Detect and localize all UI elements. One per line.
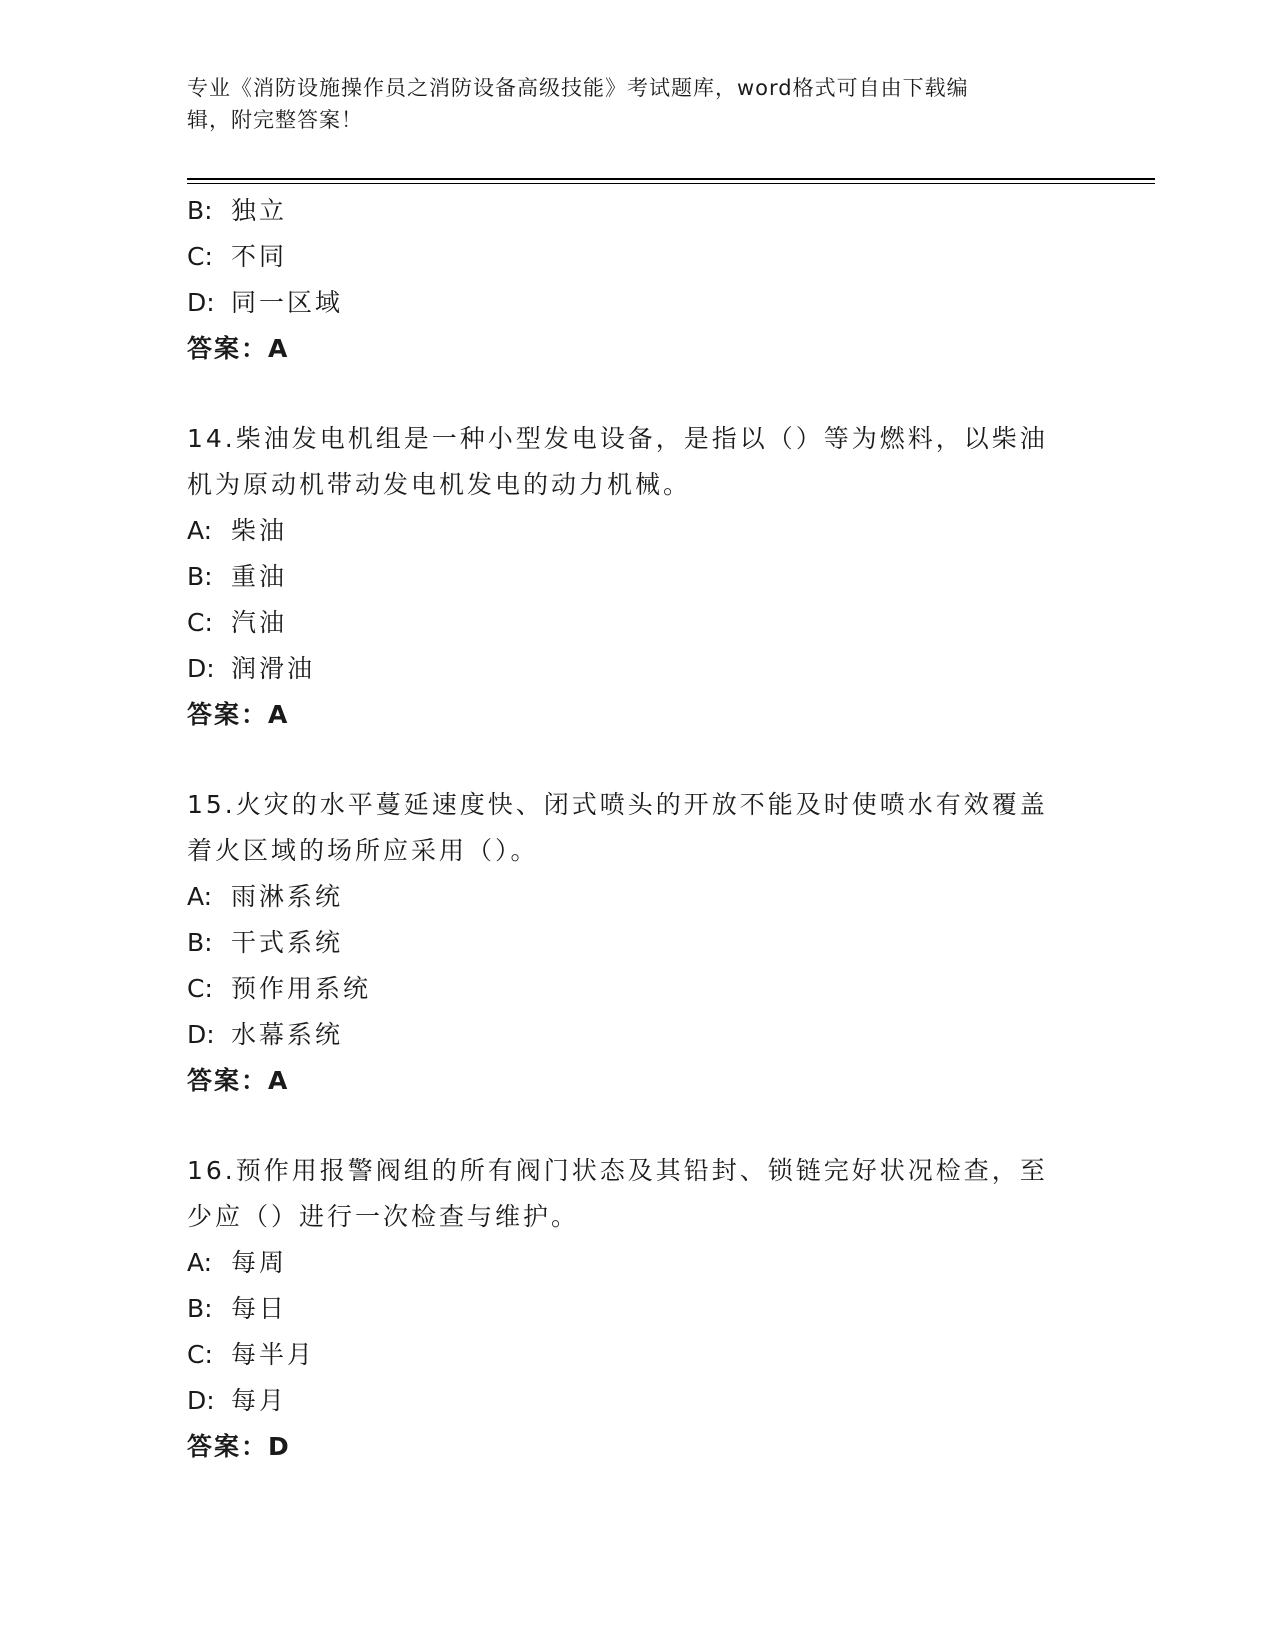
question-13-partial <box>187 188 1087 372</box>
option-text: 汽油 <box>231 608 288 637</box>
option-d <box>187 646 1087 692</box>
option-label: C: <box>187 974 213 1003</box>
option-label: A: <box>187 1248 213 1277</box>
option-label: D: <box>187 654 215 683</box>
option-label: C: <box>187 242 213 271</box>
option-label: A: <box>187 516 213 545</box>
option-text: 干式系统 <box>231 928 344 957</box>
option-label: B: <box>187 1294 213 1323</box>
option-label: B: <box>187 928 213 957</box>
answer-line: 答案：A <box>187 1066 290 1095</box>
header-line-1: 专业《消防设施操作员之消防设备高级技能》考试题库，word格式可自由下载编 <box>187 76 969 100</box>
option-label: D: <box>187 288 215 317</box>
option-label: D: <box>187 1020 215 1049</box>
option-text: 不同 <box>231 242 288 271</box>
answer-line: 答案：A <box>187 334 290 363</box>
option-label: B: <box>187 196 213 225</box>
question-stem-line: 14.柴油发电机组是一种小型发电设备，是指以（）等为燃料，以柴油 <box>187 424 1048 453</box>
header-rule-thin <box>187 183 1155 184</box>
option-label: C: <box>187 608 213 637</box>
option-text: 水幕系统 <box>231 1020 344 1049</box>
question-stem-line: 16.预作用报警阀组的所有阀门状态及其铅封、锁链完好状况检查，至 <box>187 1156 1048 1185</box>
option-text: 预作用系统 <box>231 974 372 1003</box>
header-line-2: 辑，附完整答案！ <box>187 108 363 132</box>
option-a <box>187 874 1087 920</box>
option-label: C: <box>187 1340 213 1369</box>
option-c <box>187 1332 1087 1378</box>
question-content <box>187 188 1087 1470</box>
answer-line: 答案：D <box>187 1432 291 1461</box>
header-rule-thick <box>187 178 1155 180</box>
option-b <box>187 188 1087 234</box>
option-text: 每月 <box>231 1386 288 1415</box>
option-a <box>187 508 1087 554</box>
option-text: 每日 <box>231 1294 288 1323</box>
option-a <box>187 1240 1087 1286</box>
question-14 <box>187 416 1087 738</box>
answer-line: 答案：A <box>187 700 290 729</box>
option-label: D: <box>187 1386 215 1415</box>
option-label: A: <box>187 882 213 911</box>
option-b <box>187 554 1087 600</box>
option-label: B: <box>187 562 213 591</box>
option-text: 柴油 <box>231 516 288 545</box>
question-stem-line: 机为原动机带动发电机发电的动力机械。 <box>187 470 692 499</box>
option-text: 每半月 <box>231 1340 316 1369</box>
question-16 <box>187 1148 1087 1470</box>
question-stem-line: 15.火灾的水平蔓延速度快、闭式喷头的开放不能及时使喷水有效覆盖 <box>187 790 1048 819</box>
option-d <box>187 1378 1087 1424</box>
option-text: 雨淋系统 <box>231 882 344 911</box>
option-b <box>187 1286 1087 1332</box>
question-15 <box>187 782 1087 1104</box>
document-header <box>187 72 1067 136</box>
question-stem-line: 少应（）进行一次检查与维护。 <box>187 1202 580 1231</box>
option-c <box>187 600 1087 646</box>
option-d <box>187 280 1087 326</box>
option-text: 润滑油 <box>231 654 316 683</box>
option-text: 独立 <box>231 196 288 225</box>
question-stem-line: 着火区域的场所应采用（）。 <box>187 836 539 865</box>
option-text: 每周 <box>231 1248 288 1277</box>
option-text: 重油 <box>231 562 288 591</box>
option-c <box>187 234 1087 280</box>
option-d <box>187 1012 1087 1058</box>
option-text: 同一区域 <box>231 288 344 317</box>
option-c <box>187 966 1087 1012</box>
option-b <box>187 920 1087 966</box>
